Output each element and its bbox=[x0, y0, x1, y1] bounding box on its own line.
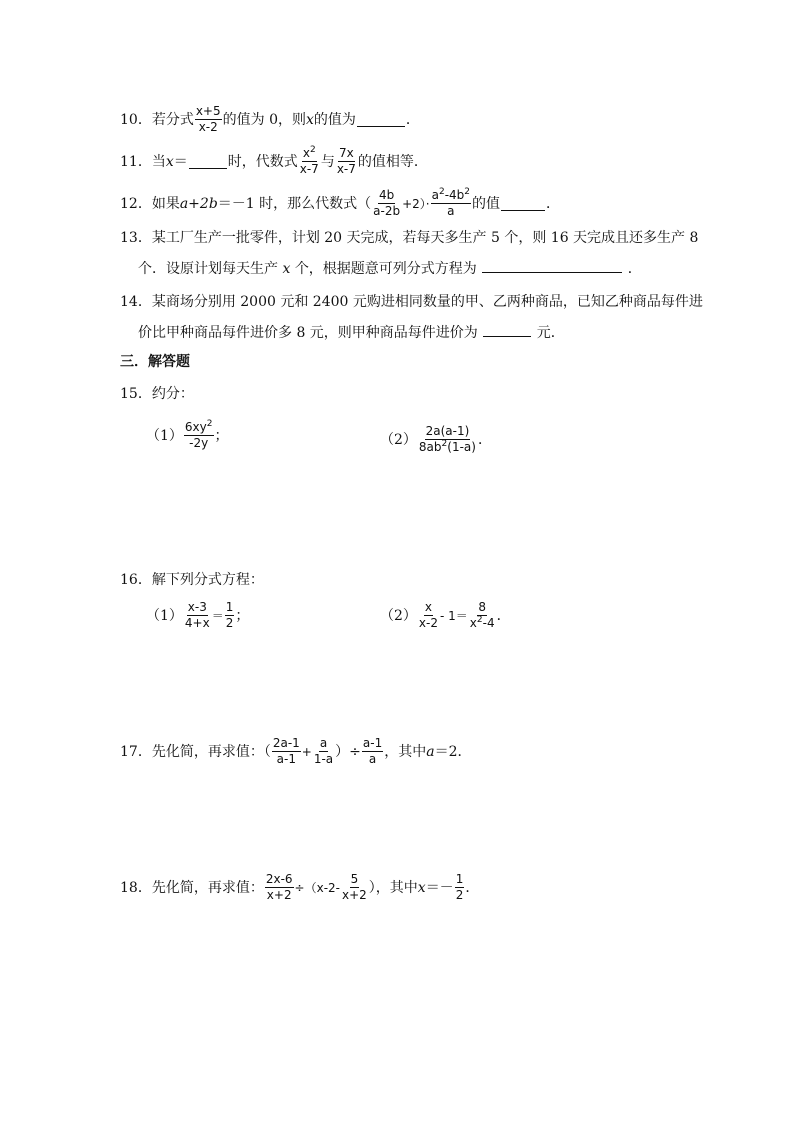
exponent: 2 bbox=[476, 615, 483, 625]
punctuation: ． bbox=[546, 195, 561, 212]
question-text: 个，根据题意可列分式方程为 bbox=[294, 261, 477, 277]
denominator: x-7 bbox=[336, 162, 356, 176]
section-heading: 三．解答题 bbox=[120, 354, 190, 370]
condition-expression: a+2b bbox=[179, 195, 218, 212]
part-label: （2） bbox=[380, 607, 417, 624]
term: 8ab bbox=[418, 440, 442, 454]
fraction bbox=[336, 146, 357, 177]
question-text: 的值为 bbox=[313, 111, 356, 128]
question-13-line-2 bbox=[138, 258, 642, 279]
exponent: 2 bbox=[464, 187, 471, 197]
question-18 bbox=[120, 872, 479, 903]
punctuation: ． bbox=[465, 879, 480, 896]
denominator: a bbox=[447, 204, 455, 218]
question-text: 若分式 bbox=[151, 111, 194, 128]
numerator: x+5 bbox=[195, 104, 221, 118]
question-16-title: 16．解下列分式方程： bbox=[120, 572, 264, 588]
denominator: 2 bbox=[455, 888, 464, 902]
question-17 bbox=[120, 736, 472, 767]
fraction bbox=[431, 188, 471, 219]
fraction bbox=[372, 188, 401, 219]
punctuation: ． bbox=[627, 261, 642, 277]
equals-sign: ＝ bbox=[173, 153, 188, 170]
question-text: ＝－1 时，那么代数式（ bbox=[217, 195, 372, 212]
question-text: 的值相等． bbox=[357, 153, 428, 170]
numerator bbox=[302, 146, 317, 162]
value: ＝2． bbox=[434, 743, 472, 760]
numerator: a bbox=[319, 736, 328, 750]
numerator: a-1 bbox=[362, 736, 383, 750]
punctuation: ． bbox=[477, 431, 492, 448]
denominator: a-1 bbox=[276, 752, 296, 766]
fraction bbox=[225, 600, 235, 631]
fraction bbox=[184, 600, 211, 631]
question-15-part-1 bbox=[146, 420, 229, 451]
operator: ÷（x-2- bbox=[294, 880, 340, 895]
denominator: a bbox=[368, 752, 377, 766]
term: (1-a) bbox=[447, 440, 476, 454]
denominator: 2 bbox=[225, 616, 234, 630]
numerator: 8 bbox=[478, 600, 486, 614]
exponent: 2 bbox=[206, 419, 213, 429]
part-label: （2） bbox=[380, 431, 417, 448]
denominator bbox=[469, 616, 496, 631]
equals-sign: ＝ bbox=[211, 608, 224, 623]
question-number: 12． bbox=[120, 195, 152, 212]
question-11 bbox=[120, 146, 428, 177]
operator: +2）· bbox=[402, 196, 430, 211]
question-14-line-1 bbox=[120, 292, 703, 312]
denominator: x-2 bbox=[198, 120, 218, 134]
fraction bbox=[313, 736, 334, 767]
numerator bbox=[431, 188, 471, 204]
question-text: 如果 bbox=[151, 195, 180, 212]
fraction bbox=[195, 104, 222, 135]
denominator: -2y bbox=[189, 436, 209, 450]
fraction bbox=[265, 872, 294, 903]
question-text: 时，代数式 bbox=[227, 153, 298, 170]
denominator: x-2 bbox=[418, 616, 438, 630]
question-16-part-1 bbox=[146, 600, 249, 631]
fraction bbox=[362, 736, 383, 767]
numerator: 1 bbox=[455, 872, 464, 886]
denominator: 4+x bbox=[184, 616, 210, 630]
answer-blank[interactable] bbox=[483, 322, 531, 337]
denominator: 1-a bbox=[313, 752, 334, 766]
question-text: 14．某商场分别用 2000 元和 2400 元购进相同数量的甲、乙两种商品，已知乙种商品每件进 bbox=[120, 294, 703, 310]
variable: x bbox=[417, 879, 426, 896]
punctuation: ； bbox=[214, 427, 229, 444]
question-10 bbox=[120, 104, 420, 135]
term: -4b bbox=[444, 188, 465, 202]
punctuation: ． bbox=[496, 607, 511, 624]
question-text: 18．先化简，再求值： bbox=[120, 879, 264, 896]
question-16-part-2 bbox=[380, 600, 511, 631]
numerator: x bbox=[424, 600, 433, 614]
term: x bbox=[302, 146, 310, 160]
question-text: 17．先化简，再求值：（ bbox=[120, 743, 271, 760]
exponent: 2 bbox=[309, 145, 316, 155]
denominator: x+2 bbox=[266, 888, 292, 902]
operator: + bbox=[301, 744, 312, 759]
fraction bbox=[299, 146, 320, 177]
numerator: 2x-6 bbox=[265, 872, 293, 886]
fraction bbox=[184, 420, 214, 451]
answer-blank[interactable] bbox=[189, 154, 227, 169]
variable: x bbox=[165, 153, 174, 170]
variable: x bbox=[305, 111, 314, 128]
question-text: 的值为 0，则 bbox=[222, 111, 306, 128]
term: -4 bbox=[482, 616, 495, 630]
question-15-part-2 bbox=[380, 424, 492, 455]
term: x bbox=[469, 616, 477, 630]
question-text: 个．设原计划每天生产 bbox=[138, 261, 278, 277]
question-text: ），其中 bbox=[368, 879, 418, 896]
question-text: 当 bbox=[151, 153, 166, 170]
question-text: 价比甲种商品每件进价多 8 元，则甲种商品每件进价为 bbox=[138, 325, 478, 341]
numerator: 7x bbox=[338, 146, 354, 160]
question-15-title: 15．约分： bbox=[120, 386, 194, 402]
answer-blank[interactable] bbox=[501, 196, 545, 211]
operator: ）÷ bbox=[335, 743, 361, 760]
fraction bbox=[418, 424, 477, 455]
fraction bbox=[272, 736, 301, 767]
numerator: x-3 bbox=[187, 600, 207, 614]
operator: - 1＝ bbox=[440, 608, 468, 623]
question-text: 的值 bbox=[472, 195, 501, 212]
numerator: 4b bbox=[378, 188, 395, 202]
numerator: 2a-1 bbox=[272, 736, 300, 750]
numerator: 5 bbox=[350, 872, 359, 886]
variable: x bbox=[282, 261, 291, 277]
denominator: a-2b bbox=[373, 204, 401, 218]
question-12 bbox=[120, 188, 560, 219]
term: a bbox=[431, 188, 439, 202]
fraction bbox=[469, 600, 496, 631]
part-label: （1） bbox=[146, 607, 183, 624]
question-text: ，其中 bbox=[384, 743, 427, 760]
denominator: x-7 bbox=[299, 162, 319, 176]
numerator bbox=[184, 420, 214, 436]
answer-blank[interactable] bbox=[482, 258, 622, 273]
answer-blank[interactable] bbox=[357, 112, 405, 127]
question-14-line-2 bbox=[138, 322, 565, 343]
question-text: 元． bbox=[536, 325, 565, 341]
fraction bbox=[455, 872, 465, 903]
term: 6xy bbox=[184, 420, 207, 434]
part-label: （1） bbox=[146, 427, 183, 444]
exponent: 2 bbox=[438, 187, 445, 197]
denominator bbox=[418, 440, 477, 455]
exponent: 2 bbox=[441, 439, 448, 449]
question-number: 10． bbox=[120, 111, 152, 128]
question-text: 与 bbox=[320, 153, 335, 170]
denominator: x+2 bbox=[341, 888, 367, 902]
question-13-line-1 bbox=[120, 228, 698, 248]
punctuation: ； bbox=[235, 607, 250, 624]
question-text: 13．某工厂生产一批零件，计划 20 天完成，若每天多生产 5 个，则 16 天完成且还多生产 8 bbox=[120, 230, 699, 246]
numerator: 2a(a-1) bbox=[425, 424, 470, 438]
value: ＝－ bbox=[425, 879, 454, 896]
fraction bbox=[341, 872, 368, 903]
numerator: 1 bbox=[225, 600, 234, 614]
punctuation: ． bbox=[405, 111, 420, 128]
variable: a bbox=[426, 743, 435, 760]
fraction bbox=[418, 600, 439, 631]
question-number: 11． bbox=[120, 153, 152, 170]
